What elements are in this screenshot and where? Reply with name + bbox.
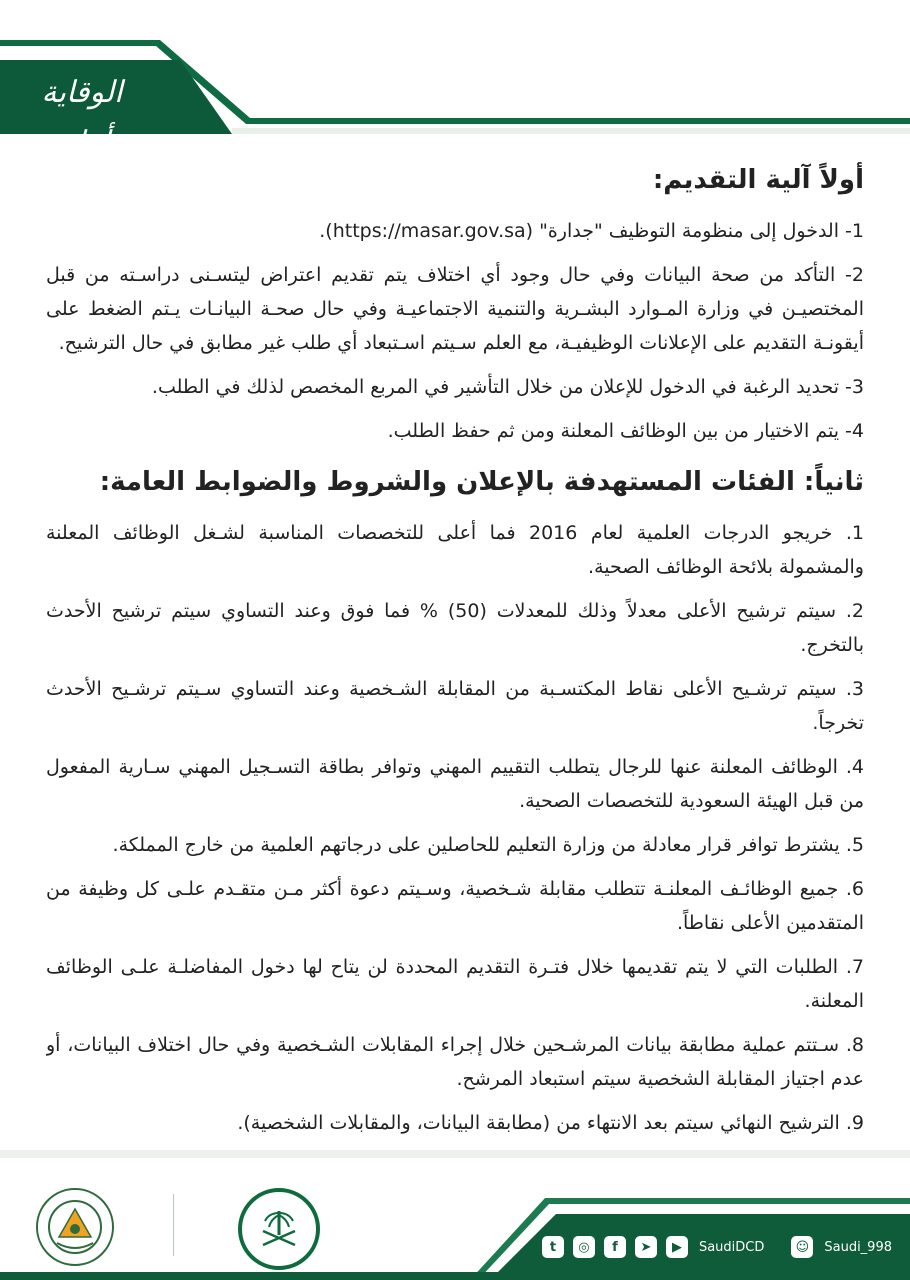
application-step-2: 2- التأكد من صحة البيانات وفي حال وجود أي اختلاف يتم تقديم اعتراض ليتسـنى دراسـته من قبل المختصيـن في وزارة المـوارد البشـرية والتنمية الاجتماعيـة وفي حال صحـة البيانـات يـتم الضغط على أيقونـة التقديم على الإعلانات الوظيفيـة، مع العلم سـيتم اسـتبعاد أي طلب غير مطابق في حال الترشيح.: [46, 264, 864, 354]
condition-item-1: 1. خريجو الدرجات العلمية لعام 2016 فما أعلى للتخصصات المناسبة لشـغل الوظائف المعلنة والمشمولة بلائحة الوظائف الصحية.: [46, 522, 864, 578]
social-handle-saudidcd[interactable]: SaudiDCD: [698, 1239, 765, 1255]
telegram-icon[interactable]: ➤: [635, 1236, 657, 1258]
condition-item-4: 4. الوظائف المعلنة عنها للرجال يتطلب التقييم المهني وتوافر بطاقة التسـجيل المهني سـارية المفعول من قبل الهيئة السعودية للتخصصات الصحية.: [46, 756, 864, 812]
page-header: [0, 0, 910, 160]
condition-item-5: 5. يشترط توافر قرار معادلة من وزارة التعليم للحاصلين على درجاتهم العلمية من خارج المملكة.: [112, 834, 864, 856]
footer-divider: [173, 1194, 174, 1256]
application-step-1: 1- الدخول إلى منظومة التوظيف "جدارة" (https://masar.gov.sa).: [319, 220, 864, 242]
facebook-icon[interactable]: f: [604, 1236, 626, 1258]
condition-item-7: 7. الطلبات التي لا يتم تقديمها خلال فتـرة التقديم المحددة لن يتاح لها دخول المفاضلـة علـى الوظائف المعلنة.: [46, 956, 864, 1012]
palm-swords-icon: [251, 1201, 307, 1257]
instagram-icon[interactable]: ◎: [573, 1236, 595, 1258]
application-step-4: 4- يتم الاختيار من بين الوظائف المعلنة ومن ثم حفظ الطلب.: [387, 420, 864, 442]
document-body: [46, 160, 864, 1145]
condition-item-8: 8. سـتتم عملية مطابقة بيانات المرشـحين خلال إجراء المقابلات الشـخصية وفي حال اختلاف البيانات، أو عدم اجتياز المقابلة الشخصية سيتم استبعاد المرشح.: [46, 1034, 864, 1090]
condition-item-6: 6. جميع الوظائـف المعلنـة تتطلب مقابلة شـخصية، وسـيتم دعوة أكثر مـن متقـدم علـى كل وظيفة من المتقدمين الأعلى نقاطاً.: [46, 878, 864, 934]
civil-defense-icon: [45, 1197, 105, 1257]
application-step-3: 3- تحديد الرغبة في الدخول للإعلان من خلال التأشير في المربع المخصص لذلك في الطلب.: [151, 376, 864, 398]
social-links: [490, 1228, 910, 1266]
section-title-conditions: ثانياً: الفئات المستهدفة بالإعلان والشروط والضوابط العامة:: [99, 467, 864, 497]
condition-item-2: 2. سيتم ترشيح الأعلى معدلاً وذلك للمعدلات (50) % فما فوق وعند التساوي سيتم ترشيح الأحدث بالتخرج.: [46, 600, 864, 656]
condition-item-3: 3. سيتم ترشـيح الأعلى نقاط المكتسـبة من المقابلة الشـخصية وعند التساوي سـيتم ترشـيح الأحدث تخرجاً.: [46, 678, 864, 734]
social-handle-saudi998[interactable]: Saudi_998: [824, 1239, 892, 1255]
ministry-emblem: [238, 1188, 320, 1270]
brand-logo-text: الوقاية أمان: [41, 75, 123, 160]
twitter-icon[interactable]: t: [542, 1236, 564, 1258]
page-footer: [0, 1150, 910, 1280]
youtube-icon[interactable]: ▶: [666, 1236, 688, 1258]
condition-item-9: 9. الترشيح النهائي سيتم بعد الانتهاء من (مطابقة البيانات، والمقابلات الشخصية).: [237, 1112, 864, 1134]
section-title-application: أولاً آلية التقديم:: [652, 165, 864, 195]
snapchat-icon[interactable]: ☺: [791, 1236, 813, 1258]
civil-defense-emblem: [36, 1188, 114, 1266]
